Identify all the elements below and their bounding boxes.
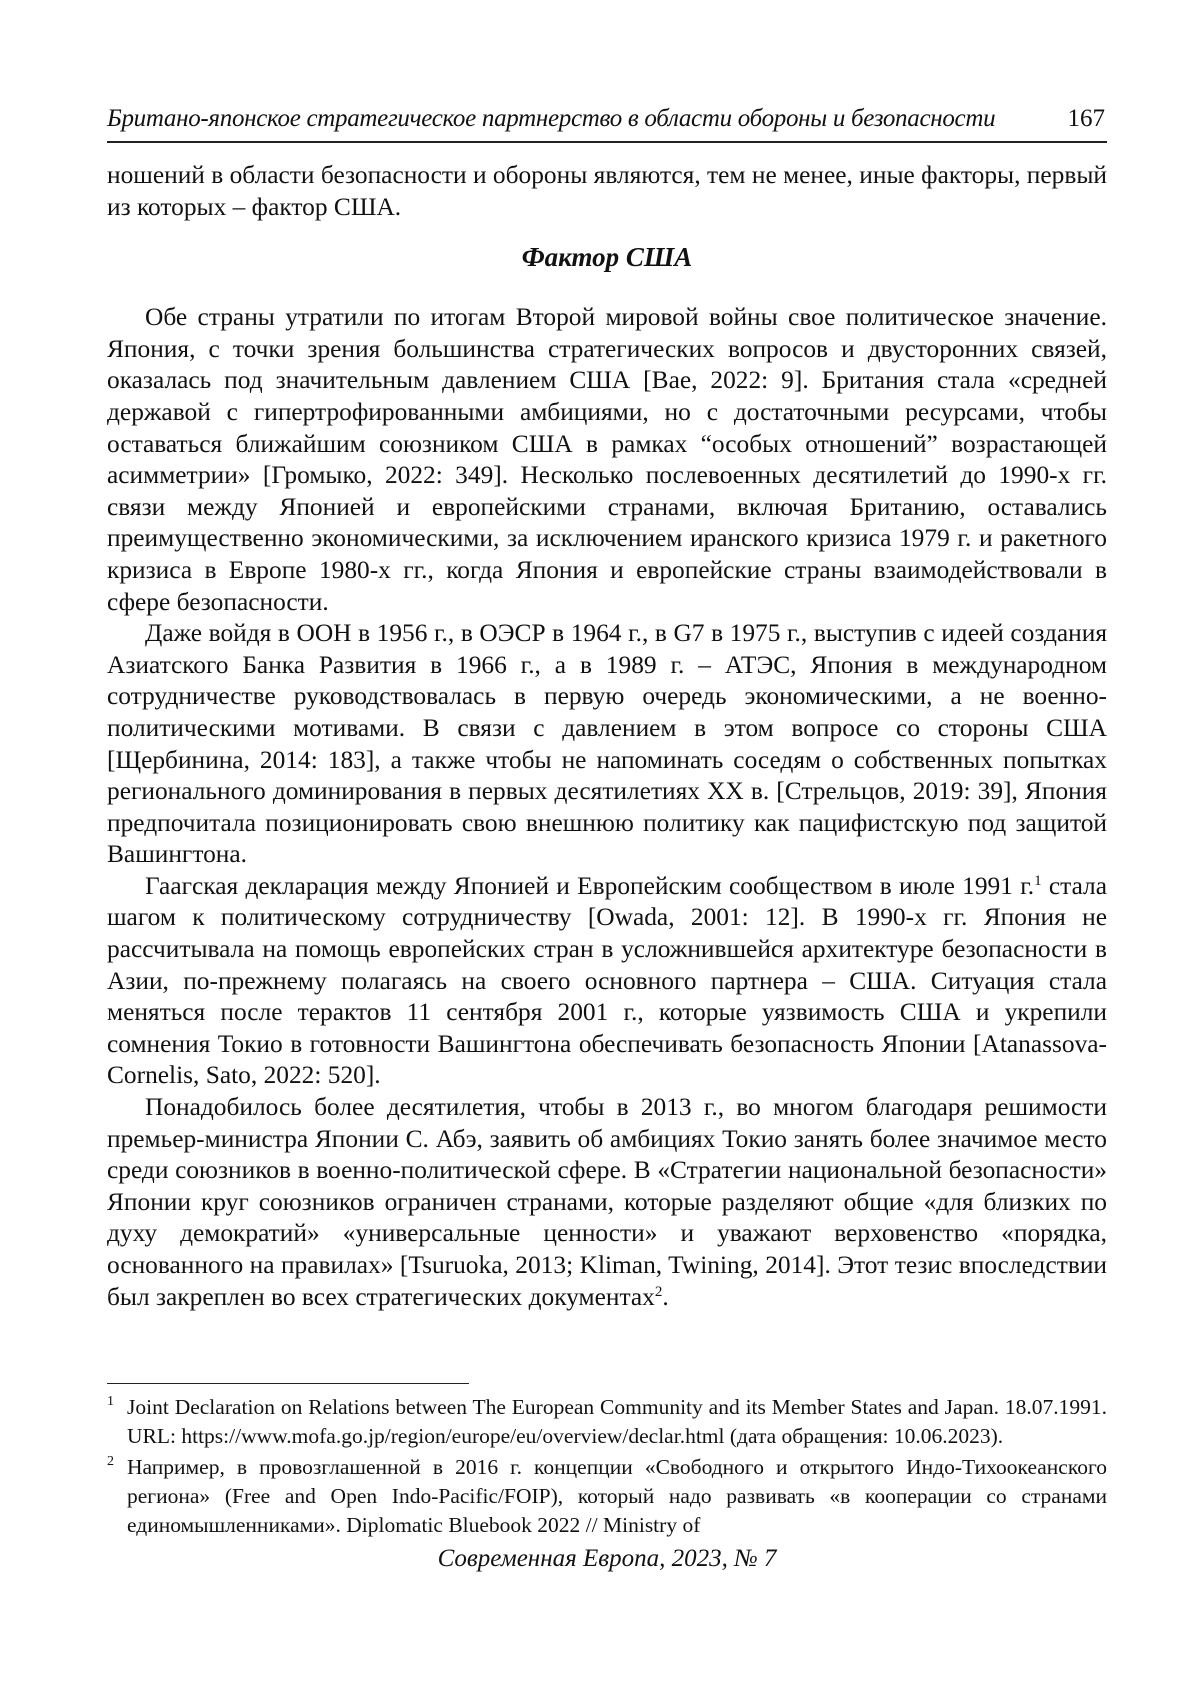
journal-footer: Современная Европа, 2023, № 7 — [437, 1545, 777, 1572]
footnotes — [107, 1393, 1107, 1542]
footnote-text: Например, в провозглашенной в 2016 г. концепции «Свободного и открытого Индо-Тихоокеанского региона» (Free and Open Indo-Pacific/FOIP), который надо развивать «в кооперации со странами единомышленниками». Diplomatic Bluebook 2022 // Ministry of — [127, 1455, 1107, 1537]
paragraph-3-continuation: стала шагом к политическому сотрудничеству [Owada, 2001: 12]. В 1990-х гг. Япония не рассчитывала на помощь европейских стран в усложнившейся архитектуре безопасности в Азии, по-прежнему полагаясь на своего основного партнера – США. Ситуация стала меняться после терактов 11 сентября 2001 г., которые уязвимость США и укрепили сомнения Токио в готовности Вашингтона обеспечивать безопасность Японии [Atanassova-Cornelis, Sato, 2022: 520]. — [107, 871, 1107, 1090]
section-heading: Фактор США — [521, 242, 693, 273]
paragraph-2: Даже войдя в ООН в 1956 г., в ОЭСР в 1964 г., в G7 в 1975 г., выступив с идеей создания Азиатского Банка Развития в 1966 г., а в 1989 г. – АТЭС, Япония в международном сотрудничестве руководствовалась в первую очередь экономическими, а не военно-политическими мотивами. В связи с давлением в этом вопросе со стороны США [Щербинина, 2014: 183], а также чтобы не напоминать соседям о собственных попытках регионального доминирования в первых десятилетиях XX в. [Стрельцов, 2019: 39], Япония предпочитала позиционировать свою внешнюю политику как пацифистскую под защитой Вашингтона. — [107, 619, 1107, 869]
footnote-mark: 1 — [107, 1394, 114, 1409]
paragraph-4-text: Понадобилось более десятилетия, чтобы в 2013 г., во многом благодаря решимости премьер-министра Японии С. Абэ, заявить об амбициях Токио занять более значимое место среди союзников в военно-политической сфере. В «Стратегии национальной безопасности» Японии круг союзников ограничен странами, которые разделяют общие «для близких по духу демократий» «универсальные ценности» и уважают верховенство «порядка, основанного на правилах» [Tsuruoka, 2013; Kliman, Twining, 2014]. Этот тезис впоследствии был закреплен во всех стратегических документах — [107, 1093, 1107, 1311]
paragraph-4 — [107, 1092, 1107, 1313]
footnote-mark: 2 — [107, 1454, 114, 1469]
paragraph-3 — [107, 871, 1107, 1092]
page-number: 167 — [1067, 105, 1105, 132]
paragraph-4-end: . — [662, 1282, 669, 1311]
paragraph-3-text: Гаагская декларация между Японией и Европейским сообществом в июле 1991 г. — [145, 871, 1035, 900]
footnote-2 — [107, 1453, 1107, 1540]
intro-paragraph: ношений в области безопасности и обороны являются, тем не менее, иные факторы, первый из которых – фактор США. — [107, 161, 1107, 221]
footnote-divider — [107, 1383, 469, 1384]
footnote-1 — [107, 1393, 1107, 1451]
running-title: Британо-японское стратегическое партнерство в области обороны и безопасности — [107, 105, 996, 132]
running-header — [107, 101, 1107, 143]
footnote-ref-1[interactable]: 1 — [1034, 872, 1042, 889]
paragraph-1: Обе страны утратили по итогам Второй мировой войны свое политическое значение. Япония, с точки зрения большинства стратегических вопросов и двусторонних связей, оказалась под значительным давлением США [Bae, 2022: 9]. Британия стала «средней державой с гипертрофированными амбициями, но с достаточными ресурсами, чтобы оставаться ближайшим союзником США в рамках “особых отношений” возрастающей асимметрии» [Громыко, 2022: 349]. Несколько послевоенных десятилетий до 1990-х гг. связи между Японией и европейскими странами, включая Британию, оставались преимущественно экономическими, за исключением иранского кризиса 1979 г. и ракетного кризиса в Европе 1980-х гг., когда Япония и европейские страны взаимодействовали в сфере безопасности. — [107, 303, 1107, 616]
footnote-text: Joint Declaration on Relations between The European Community and its Member States and Japan. 18.07.1991. URL: https://www.mofa.go.jp/region/europe/eu/overview/declar.html (дата обращения: 10.06.2023). — [127, 1395, 1107, 1448]
body-text — [107, 160, 1107, 1313]
footnote-ref-2[interactable]: 2 — [654, 1283, 663, 1300]
